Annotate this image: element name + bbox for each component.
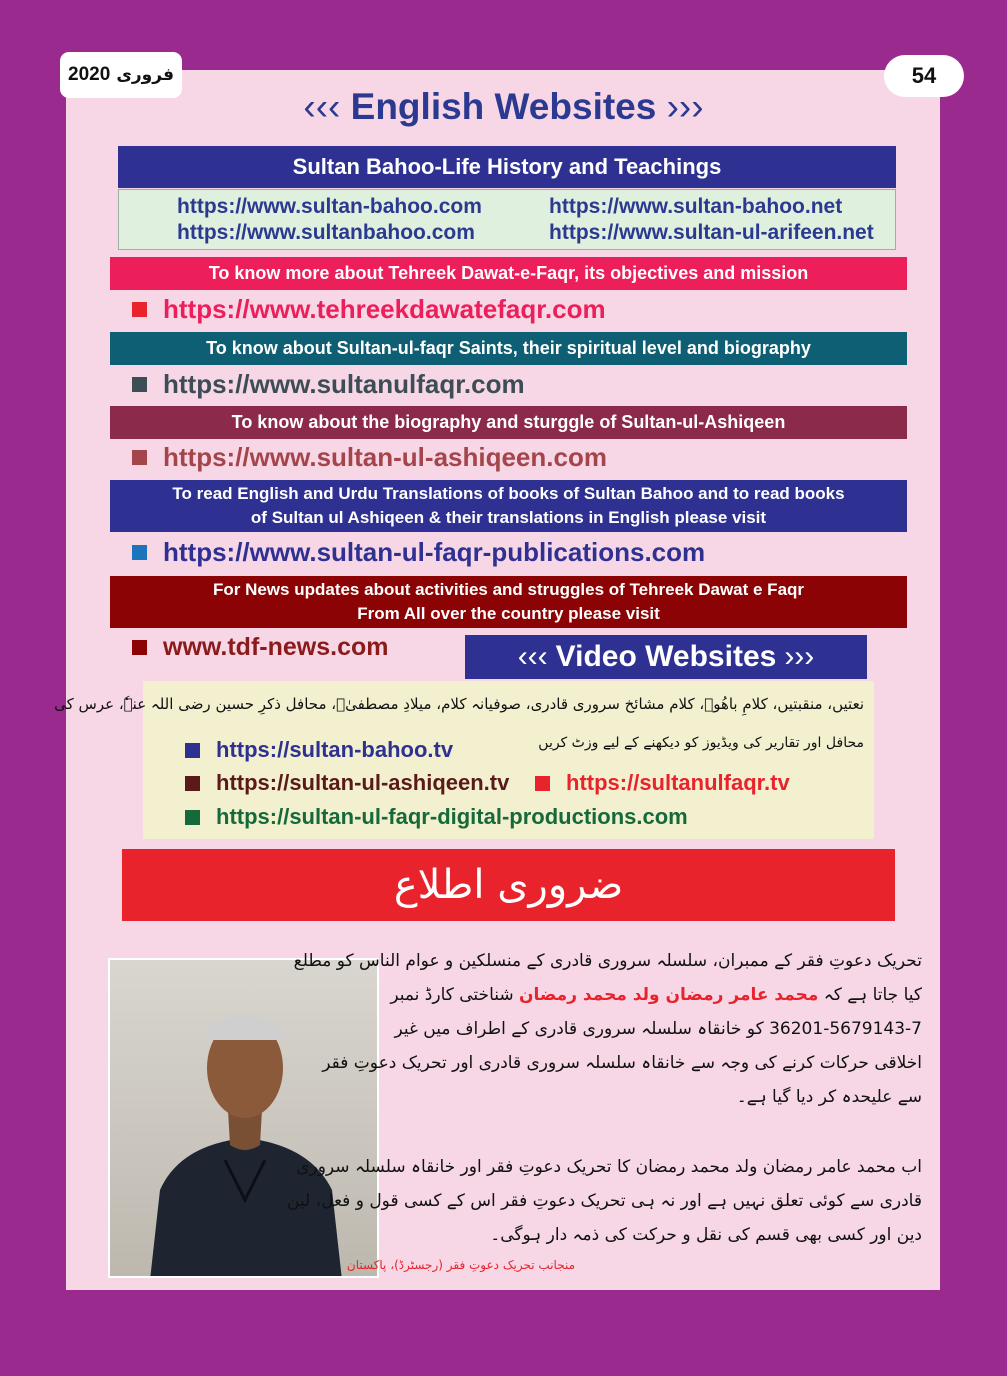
- link-text[interactable]: www.tdf-news.com: [163, 633, 389, 661]
- red-square-icon: [132, 302, 147, 317]
- chevron-right-icon: ›››: [666, 86, 704, 127]
- notice-line: دین اور کسی بھی قسم کی نقل و حرکت کی ذمہ دار ہوگی۔: [490, 1225, 922, 1245]
- video-description-line-1: نعتیں، منقبتیں، کلامِ باھُوؒ، کلام مشائخ سروری قادری، صوفیانہ کلام، میلادِ مصطفیٰؐ، محافل ذکرِ حسین رضی اللہ عنہٗ، عرس کی: [54, 695, 864, 713]
- link-text[interactable]: https://sultan-bahoo.tv: [216, 737, 454, 762]
- maroon-square-icon: [132, 640, 147, 655]
- banner-line-2: From All over the country please visit: [357, 604, 660, 623]
- link-digital-productions[interactable]: [185, 804, 688, 830]
- issue-year: 2020: [68, 64, 111, 85]
- red-square-icon: [535, 776, 550, 791]
- notice-line: قادری سے کوئی تعلق نہیں ہے اور نہ ہی تحریک دعوتِ فقر اس کے کسی قول و فعل، لین: [286, 1191, 922, 1211]
- chevron-left-icon: ‹‹‹: [517, 640, 548, 673]
- video-websites-title: [465, 635, 867, 679]
- grey-square-icon: [132, 377, 147, 392]
- banner-line-1: For News updates about activities and struggles of Tehreek Dawat e Faqr: [212, 580, 805, 599]
- link-text[interactable]: https://www.sultan-ul-ashiqeen.com: [163, 442, 607, 472]
- link-sultan-ul-arifeen-net[interactable]: https://www.sultan-ul-arifeen.net: [549, 221, 874, 244]
- brown-square-icon: [132, 450, 147, 465]
- notice-line: تحریک دعوتِ فقر کے ممبران، سلسلہ سروری قادری کے منسلکین و عوام الناس کو مطلع: [293, 951, 922, 971]
- page-title: [0, 86, 1007, 128]
- link-sultanulfaqr[interactable]: [132, 369, 525, 400]
- link-sultan-bahoo-net[interactable]: https://www.sultan-bahoo.net: [549, 195, 843, 218]
- link-text[interactable]: https://www.tehreekdawatefaqr.com: [163, 294, 606, 324]
- issue-month: فروری: [116, 65, 174, 85]
- notice-line: سے علیحدہ کر دیا گیا ہے۔: [736, 1087, 922, 1107]
- link-tehreekdawatefaqr[interactable]: [132, 294, 606, 325]
- member-name: محمد عامر رمضان ولد محمد رمضان: [519, 985, 819, 1005]
- video-box: [54, 681, 874, 839]
- person-silhouette-icon: [110, 960, 379, 1278]
- banner-line-2: of Sultan ul Ashiqeen & their translations in English please visit: [250, 508, 767, 527]
- notice-line: کیا جاتا ہے کہ محمد عامر رمضان ولد محمد رمضان شناختی کارڈ نمبر: [390, 985, 922, 1005]
- link-text[interactable]: https://sultanulfaqr.tv: [566, 770, 790, 795]
- banner-publications: [110, 480, 907, 532]
- notice-signature: منجانب تحریک دعوتِ فقر (رجسٹرڈ)، پاکستان: [346, 1258, 575, 1272]
- banner-sultan-ul-ashiqeen: To know about the biography and sturggle of Sultan-ul-Ashiqeen: [110, 406, 907, 439]
- link-sultan-ul-ashiqeen-tv[interactable]: [185, 770, 509, 796]
- banner-news: [110, 576, 907, 628]
- member-photo: [108, 958, 379, 1278]
- notice-paragraph-1: [293, 944, 922, 1114]
- page-title-text: English Websites: [350, 86, 657, 127]
- page-number: 54: [884, 55, 964, 97]
- notice-line: اخلاقی حرکات کرنے کی وجہ سے خانقاہ سلسلہ سروری قادری اور تحریک دعوتِ فقر: [322, 1053, 922, 1073]
- bahoo-links-box: [118, 189, 896, 250]
- maroon-square-icon: [185, 776, 200, 791]
- notice-line: اب محمد عامر رمضان ولد محمد رمضان کا تحریک دعوتِ فقر اور خانقاہ سلسلہ سروری: [296, 1157, 922, 1177]
- notice-heading: ضروری اطلاع: [122, 849, 895, 921]
- link-sultanbahoo-com[interactable]: https://www.sultanbahoo.com: [177, 221, 475, 244]
- link-publications[interactable]: [132, 537, 705, 568]
- link-sultan-ul-ashiqeen[interactable]: [132, 442, 607, 473]
- green-square-icon: [185, 810, 200, 825]
- link-text[interactable]: https://www.sultanulfaqr.com: [163, 369, 525, 399]
- bahoo-heading: Sultan Bahoo-Life History and Teachings: [118, 146, 896, 188]
- banner-line-1: To read English and Urdu Translations of books of Sultan Bahoo and to read books: [172, 484, 845, 503]
- blue-square-icon: [185, 743, 200, 758]
- video-description-line-2: محافل اور تقاریر کی ویڈیوز کو دیکھنے کے لیے وزٹ کریں: [538, 735, 864, 751]
- banner-sultanulfaqr: To know about Sultan-ul-faqr Saints, their spiritual level and biography: [110, 332, 907, 365]
- link-tdf-news[interactable]: [132, 633, 388, 662]
- notice-paragraph-2: [286, 1150, 922, 1252]
- blue-square-icon: [132, 545, 147, 560]
- link-sultanulfaqr-tv[interactable]: [535, 770, 790, 796]
- link-text[interactable]: https://sultan-ul-faqr-digital-productions.com: [216, 804, 688, 829]
- notice-line: 36201-5679143-7 کو خانقاہ سلسلہ سروری قادری کے اطراف میں غیر: [394, 1019, 922, 1039]
- chevron-left-icon: ‹‹‹: [303, 86, 341, 127]
- video-title-text: Video Websites: [555, 640, 777, 673]
- chevron-right-icon: ›››: [784, 640, 815, 673]
- link-text[interactable]: https://sultan-ul-ashiqeen.tv: [216, 770, 510, 795]
- link-sultan-bahoo-com[interactable]: https://www.sultan-bahoo.com: [177, 195, 482, 218]
- link-text[interactable]: https://www.sultan-ul-faqr-publications.com: [163, 537, 706, 567]
- banner-tehreek: To know more about Tehreek Dawat-e-Faqr, its objectives and mission: [110, 257, 907, 290]
- link-sultan-bahoo-tv[interactable]: [185, 737, 453, 763]
